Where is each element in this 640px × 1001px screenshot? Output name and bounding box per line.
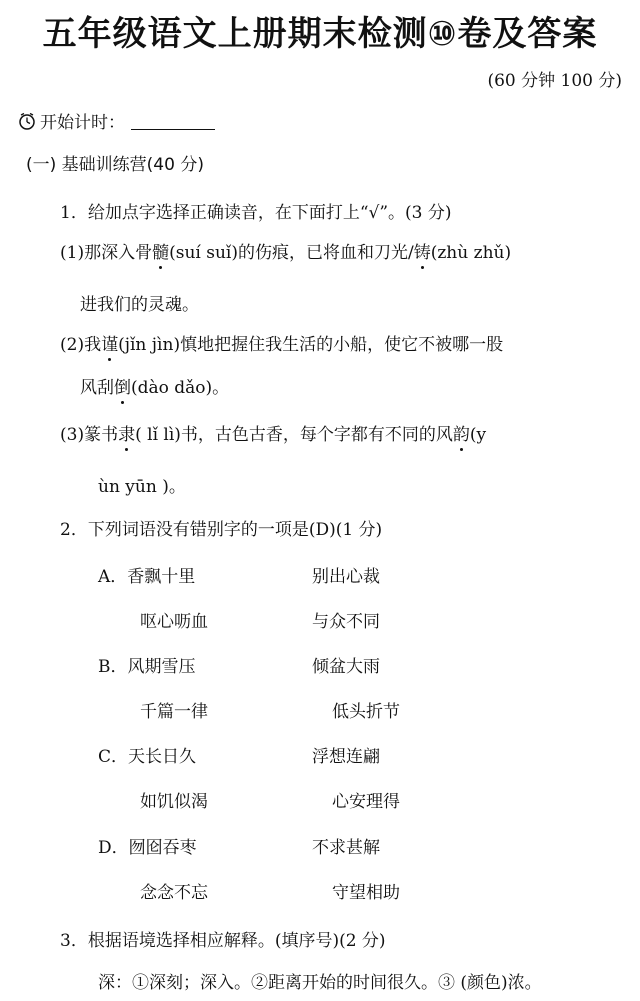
- q2-option-d-word2: 不求甚解: [312, 838, 380, 858]
- dotted-char: 隶: [118, 425, 136, 445]
- q2-option-b-word3: 千篇一律: [140, 702, 208, 722]
- dotted-char: 髓: [152, 243, 170, 263]
- q1-item2-cont: [80, 373, 229, 398]
- q1-item1-text-a: (1)那深入骨: [60, 243, 153, 263]
- q1-item1: [60, 238, 511, 263]
- page-title: 五年级语文上册期末检测⑩卷及答案: [42, 14, 598, 54]
- q1-item2-text-b: (jǐn jìn)慎地把握住我生活的小船，使它不被哪一股: [118, 335, 504, 355]
- dotted-char: 铸: [413, 243, 431, 263]
- q1-item1-cont: 进我们的灵魂。: [80, 295, 199, 315]
- dotted-char: 谨: [101, 335, 119, 355]
- dotted-char: 韵: [452, 425, 470, 445]
- q3-definition: 深：①深刻；深入。②距离开始的时间很久。③ (颜色)浓。: [98, 973, 542, 993]
- q2-option-c-word2: 浮想连翩: [312, 747, 380, 767]
- q3-prompt: 3．根据语境选择相应解释。(填序号)(2 分): [60, 931, 386, 951]
- q2-option-a-label: A．香飘十里: [98, 567, 196, 587]
- q2-prompt: 2．下列词语没有错别字的一项是(D)(1 分): [60, 520, 383, 540]
- q2-option-a-word3: 呕心呖血: [140, 612, 208, 632]
- timer-label: 开始计时：: [40, 113, 125, 133]
- q2-option-a-word2: 别出心裁: [312, 567, 380, 587]
- q1-item3: [60, 420, 486, 445]
- q1-item3-text-a: (3)篆书: [60, 425, 119, 445]
- q1-item2-cont-a: 风刮: [80, 378, 114, 398]
- q2-option-b-word2: 倾盆大雨: [312, 657, 380, 677]
- clock-icon: [18, 112, 36, 130]
- q2-option-a-word4: 与众不同: [312, 612, 380, 632]
- exam-info: (60 分钟 100 分): [487, 71, 622, 91]
- q1-item2: [60, 330, 503, 355]
- timer-blank: [131, 111, 215, 130]
- q2-option-d-word3: 念念不忘: [140, 883, 208, 903]
- q2-option-d-label: D．囫囵吞枣: [98, 838, 197, 858]
- q1-item1-text-c: (zhù zhǔ): [430, 243, 512, 263]
- dotted-char: 倒: [114, 378, 131, 398]
- q2-option-c-word3: 如饥似渴: [140, 792, 208, 812]
- q2-option-b-word4: 低头折节: [332, 702, 400, 722]
- q2-option-c-word4: 心安理得: [332, 792, 400, 812]
- q2-option-c-label: C．天长日久: [98, 747, 197, 767]
- q1-item3-text-c: (y: [469, 425, 487, 445]
- q1-item3-text-b: ( lǐ lì)书，古色古香，每个字都有不同的风: [135, 425, 453, 445]
- timer-row: [18, 108, 215, 133]
- section-heading: (一) 基础训练营(40 分): [26, 155, 204, 175]
- q1-item2-text-a: (2)我: [60, 335, 102, 355]
- q2-option-d-word4: 守望相助: [332, 883, 400, 903]
- q1-item1-text-b: (suí suǐ)的伤痕，已将血和刀光/: [169, 243, 414, 263]
- q2-option-b-label: B．风期雪压: [98, 657, 196, 677]
- q1-item3-cont: ùn yūn )。: [98, 477, 186, 497]
- q1-prompt: 1．给加点字选择正确读音，在下面打上“√”。(3 分): [60, 203, 452, 223]
- q1-item2-cont-b: (dào dǎo)。: [131, 378, 230, 398]
